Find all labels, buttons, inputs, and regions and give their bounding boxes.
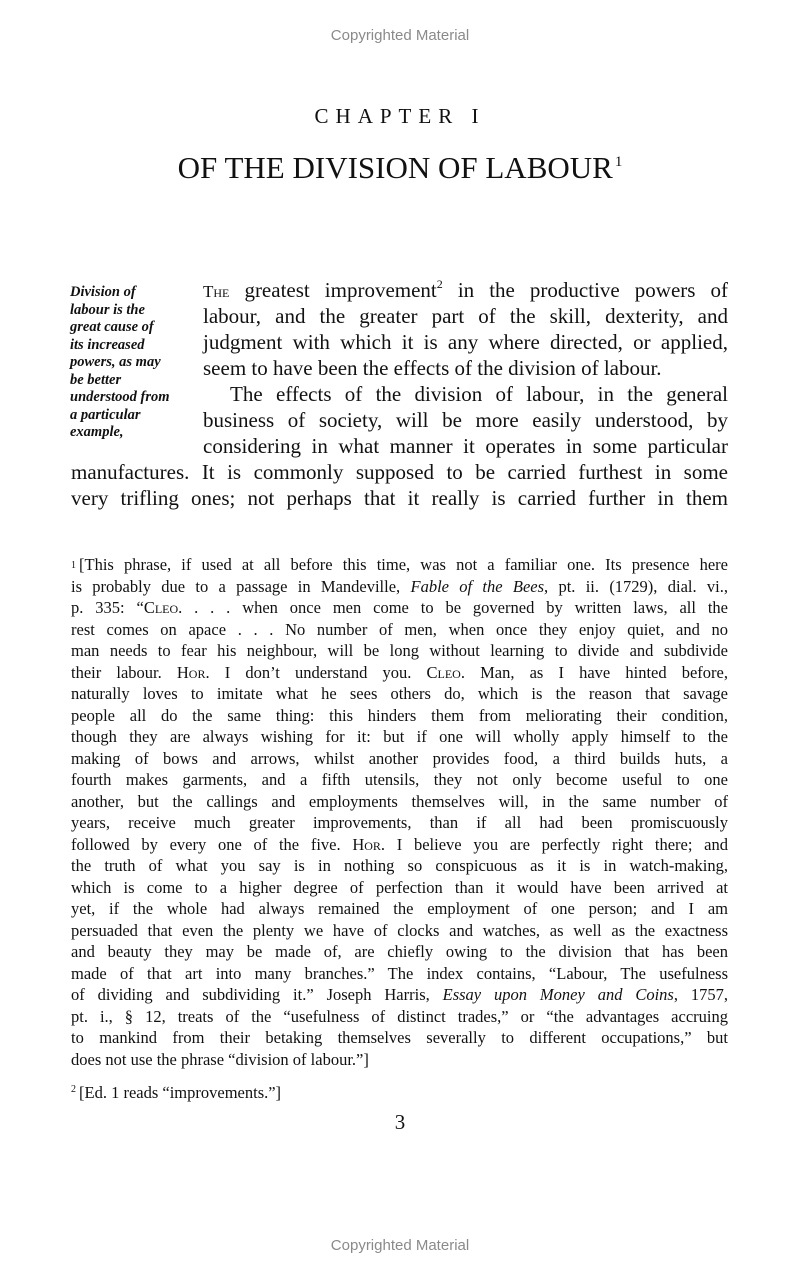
speaker-name: Hor. <box>352 834 386 854</box>
book-title: Fable of the Bees <box>410 576 545 596</box>
footnote-line: though they are always wishing for it: but if one will wholly apply himself to the <box>71 727 728 746</box>
footnote-marker: 1 <box>71 560 76 571</box>
footnote-ref-2[interactable]: 2 <box>436 277 443 291</box>
copyright-watermark-bottom: Copyrighted Material <box>330 1237 470 1254</box>
marginal-note-line: example, <box>70 424 124 440</box>
body-line: The effects of the division of labour, in the general <box>230 382 728 406</box>
marginal-note-line: its increased <box>70 336 145 353</box>
footnote-text: p. 335: “ <box>71 598 144 617</box>
footnote-line: does not use the phrase “division of labour.”] <box>71 1049 369 1069</box>
footnote-line <box>71 834 728 856</box>
chapter-title <box>0 150 800 186</box>
speaker-name: Cleo. <box>426 662 465 682</box>
footnote-text: . . . when once men come to be governed by written laws, all the <box>182 598 728 617</box>
footnote-text: , 1757, <box>673 985 729 1004</box>
footnote-line: and beauty they may be made of, are chiefly owing to the division that has been <box>71 942 728 961</box>
body-text: in the productive powers of <box>442 278 728 302</box>
footnote-line: yet, if the whole had always remained the employment of one person; and I am <box>71 899 728 918</box>
footnote-line: to mankind from their betaking themselves severally to different occupations,” but <box>71 1028 728 1047</box>
footnote-line <box>71 662 728 684</box>
body-text: greatest improvement <box>229 278 437 302</box>
footnote-ref-1[interactable]: 1 <box>614 154 623 170</box>
copyright-watermark-top: Copyrighted Material <box>330 27 470 44</box>
chapter-title-text: OF THE DIVISION OF LABOUR <box>177 150 613 185</box>
body-line: manufactures. It is commonly supposed to be carried furthest in some <box>71 460 728 484</box>
footnote-text: , pt. ii. (1729), dial. vi., <box>544 576 728 596</box>
footnote-line: people all do the same thing: this hinders them from meliorating their condition, <box>71 705 728 725</box>
marginal-note-line: labour is the <box>70 301 145 318</box>
footnote-text: followed by every one of the five. <box>71 834 353 854</box>
marginal-note-line: great cause of <box>70 319 154 335</box>
body-line: judgment with which it is any where directed, or applied, <box>203 330 728 354</box>
footnote-line: rest comes on apace . . . No number of men, when once they enjoy quiet, and no <box>71 619 728 639</box>
footnote-line: made of that art into many branches.” The index contains, “Labour, The usefulness <box>71 963 728 983</box>
footnote-line: years, receive much greater improvements, than if all had been promiscuously <box>71 813 728 832</box>
footnote-line <box>71 554 728 576</box>
body-line: considering in what manner it operates in some particular <box>203 434 728 458</box>
footnote-line: making of bows and arrows, whilst another provides food, a third builds huts, a <box>71 748 728 768</box>
marginal-note-line: a particular <box>70 406 141 423</box>
footnote-text: [This phrase, if used at all before this time, was not a familiar one. Its presence here <box>79 555 728 574</box>
footnote-marker: 2 <box>71 1084 76 1095</box>
body-line: seem to have been the effects of the division of labour. <box>203 356 662 380</box>
footnote-line: fourth makes garments, and a fifth utensils, they not only become useful to one <box>71 770 728 789</box>
body-line <box>203 278 728 303</box>
footnote-line: pt. i., § 12, treats of the “usefulness of distinct trades,” or “the advantages accruing <box>71 1006 728 1026</box>
body-line: labour, and the greater part of the skill, dexterity, and <box>203 304 728 328</box>
page-number: 3 <box>394 1110 406 1134</box>
marginal-note-line: be better <box>70 371 122 388</box>
footnote-1 <box>71 554 728 1070</box>
footnote-text: I don’t understand you. <box>209 662 427 682</box>
footnote-text: I believe you are perfectly right there; and <box>385 834 728 854</box>
footnote-line <box>71 597 728 619</box>
opening-word: The <box>203 282 230 301</box>
footnote-line: another, but the callings and employments themselves will, in the same number of <box>71 791 728 811</box>
footnote-line: persuaded that even the plenty we have of clocks and watches, as well as the exactness <box>71 920 728 940</box>
chapter-label: CHAPTER I <box>314 104 486 128</box>
footnote-line <box>71 576 728 598</box>
footnote-2 <box>71 1083 281 1103</box>
footnote-text: their labour. <box>71 662 177 682</box>
footnote-line: the truth of what you say is in nothing so conspicuous as it is in watch-making, <box>71 856 728 875</box>
footnote-line: naturally loves to imitate what he sees others do, which is the reason that savage <box>71 684 728 703</box>
footnote-text: of dividing and subdividing it.” Joseph Harris, <box>71 985 443 1004</box>
footnote-line: man needs to fear his neighbour, will be long without learning to divide and subdivide <box>71 641 728 660</box>
footnote-text: is probably due to a passage in Mandeville, <box>71 576 411 596</box>
marginal-note-line: powers, as may <box>70 354 161 370</box>
marginal-note-line: Division of <box>70 284 136 300</box>
marginal-note <box>70 284 200 442</box>
body-line: business of society, will be more easily understood, by <box>203 408 728 432</box>
body-line: very trifling ones; not perhaps that it really is carried further in them <box>71 486 728 510</box>
footnote-text: [Ed. 1 reads “improvements.”] <box>79 1083 282 1102</box>
book-title: Essay upon Money and Coins <box>442 985 674 1004</box>
footnote-text: Man, as I have hinted before, <box>464 662 728 682</box>
speaker-name: Cleo. <box>143 598 183 617</box>
speaker-name: Hor. <box>176 662 210 682</box>
footnote-line <box>71 984 728 1006</box>
footnote-line: which is come to a higher degree of perfection than it would have been arrived at <box>71 877 728 897</box>
marginal-note-line: understood from <box>70 389 170 405</box>
